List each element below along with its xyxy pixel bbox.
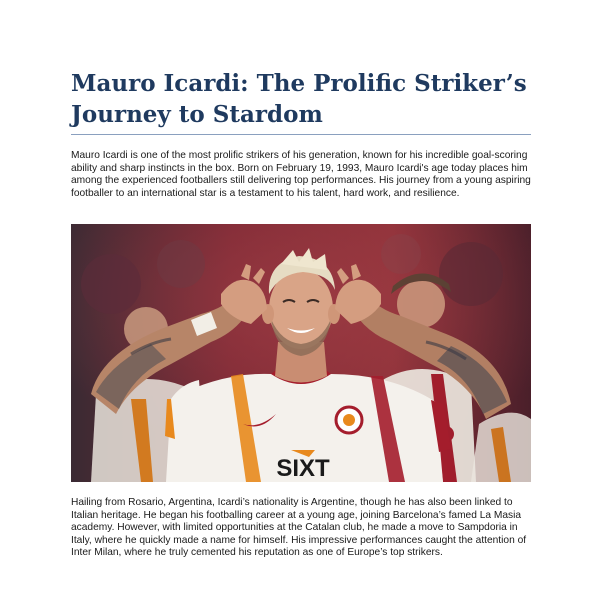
sponsor-logo-text: SIXT [276,455,330,482]
body-paragraph: Hailing from Rosario, Argentina, Icardi’s nationality is Argentine, though he has also been linked to Italian heritage. He began his footballing career at a young age, joining Barcelona’s famed La Masia academy. However, with limited opportunities at the Catalan club, he made a move to Sampdoria in Italy, where he quickly made a name for himself. His impressive performances caught the attention of Inter Milan, where he truly cemented his reputation as one of Europe’s top strikers. [71,497,527,559]
title-divider [71,134,531,135]
intro-paragraph: Mauro Icardi is one of the most prolific strikers of his generation, known for his incredible goal-scoring ability and sharp instincts in the box. Born on February 19, 1993, Mauro Icardi's age today places him among the experienced footballers still delivering top performances. His journey from a young aspiring footballer to an international star is a testament to his talent, hard work, and resilience. [71,150,531,199]
article-photo [71,224,531,482]
article-title: Mauro Icardi: The Prolific Striker’s Journey to Stardom [71,70,527,128]
player-celebration-illustration [71,224,531,482]
